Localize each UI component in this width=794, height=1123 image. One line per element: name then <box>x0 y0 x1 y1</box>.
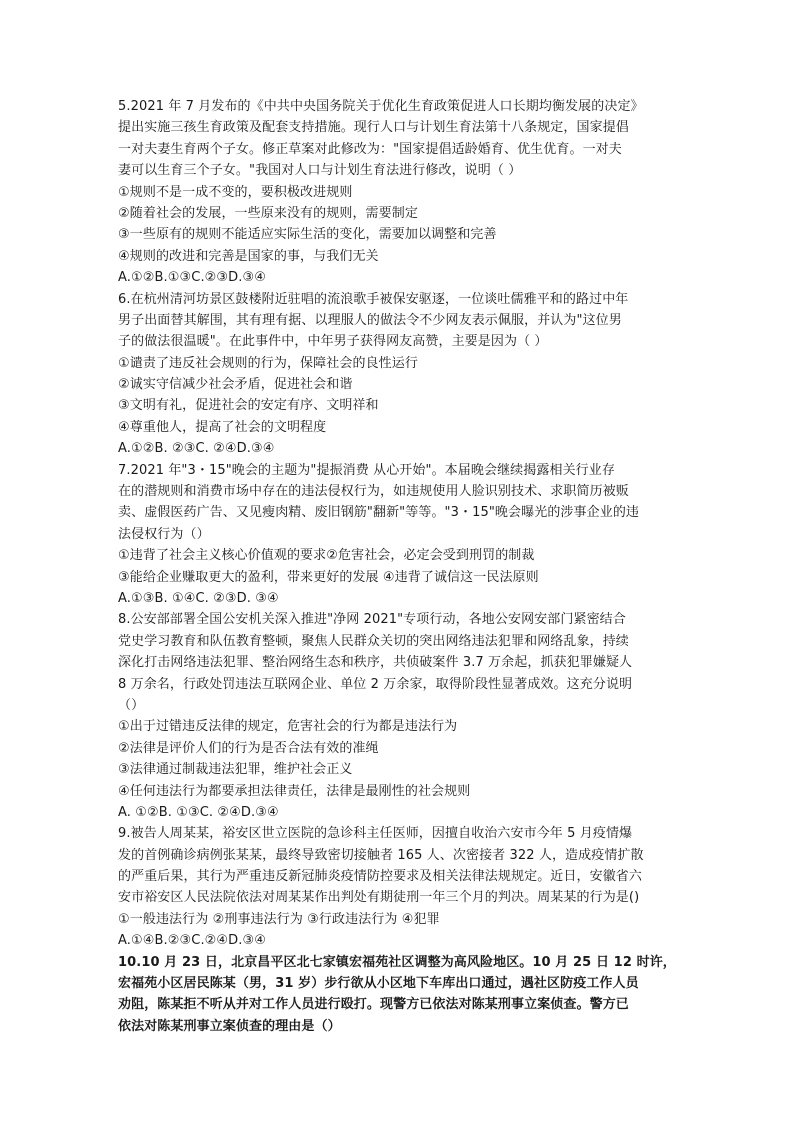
question-line: 一对夫妻生育两个子女。修正草案对此修改为："国家提倡适龄婚育、优生优育。一对夫 <box>118 141 622 157</box>
question-line: ②诚实守信减少社会矛盾，促进社会和谐 <box>118 377 353 393</box>
question-line: 妻可以生育三个子女。"我国对人口与计划生育法进行修改，说明（ ） <box>118 163 522 179</box>
question-line: 法侵权行为（） <box>118 526 210 542</box>
question-line: A. ①②B. ①③C. ②④D.③④ <box>118 804 279 820</box>
question-list <box>118 96 678 1037</box>
question-stem-line: 9.被告人周某某，裕安区世立医院的急诊科主任医师，因擅自收治六安市今年 5 月疫情爆 <box>118 826 633 842</box>
question-line: 8 万余名，行政处罚违法互联网企业、单位 2 万余家，取得阶段性显著成效。这充分说明 <box>118 676 633 692</box>
question-line: 依法对陈某刑事立案侦查的理由是（） <box>118 1018 341 1034</box>
question-line: ①一般违法行为 ②刑事违法行为 ③行政违法行为 ④犯罪 <box>118 911 440 927</box>
question-line: A.①②B.①③C.②③D.③④ <box>118 270 267 286</box>
question-stem-line: 7.2021 年"3・15"晚会的主题为"提振消费 从心开始"。本届晚会继续揭露相关行业存 <box>118 462 615 478</box>
question-line: 发的首例确诊病例张某某，最终导致密切接触者 165 人、次密接者 322 人，造成疫情扩散 <box>118 847 644 863</box>
question-line: 男子出面替其解围，其有理有据、以理服人的做法令不少网友表示佩服，并认为"这位男 <box>118 312 622 328</box>
question-line: ③一些原有的规则不能适应实际生活的变化，需要加以调整和完善 <box>118 227 497 243</box>
question-line: A.①②B. ②③C. ②④D.③④ <box>118 441 275 457</box>
question-line: 在的潜规则和消费市场中存在的违法侵权行为，如违规使用人脸识别技术、求职简历被贩 <box>118 484 629 500</box>
question-line: ③法律通过制裁违法犯罪，维护社会正义 <box>118 762 353 778</box>
question-line: ④规则的改进和完善是国家的事，与我们无关 <box>118 248 379 264</box>
question-line: （） <box>118 697 145 713</box>
question-stem-line: 8.公安部部署全国公安机关深入推进"净网 2021"专项行动，各地公安网安部门紧密结合 <box>118 612 626 628</box>
question-line: 卖、虚假医药广告、又见瘦肉精、废旧钢筋"翻新"等等。"3・15"晚会曝光的涉事企业的违 <box>118 505 640 521</box>
question-line: ④尊重他人，提高了社会的文明程度 <box>118 419 327 435</box>
question-line: 的严重后果，其行为严重违反新冠肺炎疫情防控要求及相关法律法规规定。近日，安徽省六 <box>118 869 643 885</box>
question-6 <box>118 289 678 460</box>
question-line: 深化打击网络违法犯罪、整治网络生态和秩序，共侦破案件 3.7 万余起，抓获犯罪嫌疑人 <box>118 655 633 671</box>
question-line: ③能给企业赚取更大的盈利，带来更好的发展 ④违背了诚信这一民法原则 <box>118 569 539 585</box>
question-10 <box>118 952 678 1038</box>
question-9 <box>118 823 678 951</box>
question-line: ①出于过错违反法律的规定，危害社会的行为都是违法行为 <box>118 719 458 735</box>
question-7 <box>118 460 678 610</box>
question-line: ①规则不是一成不变的，要积极改进规则 <box>118 184 353 200</box>
question-8 <box>118 609 678 823</box>
question-line: ③文明有礼，促进社会的安定有序、文明祥和 <box>118 398 379 414</box>
question-line: 子的做法很温暖"。在此事件中，中年男子获得网友高赞，主要是因为（ ） <box>118 334 548 350</box>
question-stem-line: 10.10 月 23 日，北京昌平区北七家镇宏福苑社区调整为高风险地区。10 月 25 日 12 时许， <box>118 954 676 970</box>
question-line: A.①④B.②③C.②④D.③④ <box>118 933 267 949</box>
question-line: ②法律是评价人们的行为是否合法有效的准绳 <box>118 740 379 756</box>
question-line: ①违背了社会主义核心价值观的要求②危害社会，必定会受到刑罚的制裁 <box>118 548 535 564</box>
question-stem-line: 5.2021 年 7 月发布的《中共中央国务院关于优化生育政策促进人口长期均衡发展的决定》 <box>118 99 644 114</box>
question-stem-line: 6.在杭州清河坊景区鼓楼附近驻唱的流浪歌手被保安驱逐，一位谈吐儒雅平和的路过中年 <box>118 291 629 307</box>
question-line: 党史学习教育和队伍教育整顿，聚焦人民群众关切的突出网络违法犯罪和网络乱象，持续 <box>118 633 629 649</box>
question-line: 安市裕安区人民法院依法对周某某作出判处有期徒刑一年三个月的判决。周某某的行为是() <box>118 890 640 906</box>
question-line: A.①③B. ①④C. ②③D. ③④ <box>118 590 279 606</box>
question-line: 宏福苑小区居民陈某（男，31 岁）步行欲从小区地下车库出口通过，遇社区防疫工作人员 <box>118 976 639 992</box>
question-line: ②随着社会的发展，一些原来没有的规则，需要制定 <box>118 205 418 221</box>
question-line: 提出实施三孩生育政策及配套支持措施。现行人口与计划生育法第十八条规定，国家提倡 <box>118 120 629 136</box>
question-line: ④任何违法行为都要承担法律责任，法律是最刚性的社会规则 <box>118 783 471 799</box>
question-5 <box>118 96 678 289</box>
question-line: 劝阻，陈某拒不听从并对工作人员进行殴打。现警方已依法对陈某刑事立案侦查。警方已 <box>118 997 629 1013</box>
question-line: ①谴责了违反社会规则的行为，保障社会的良性运行 <box>118 355 418 371</box>
